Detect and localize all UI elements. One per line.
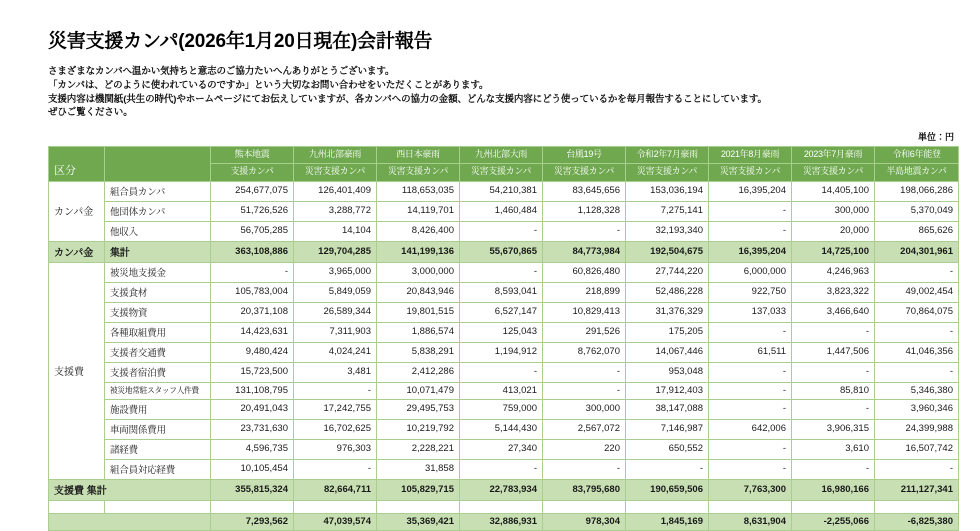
row-value-4: 291,526 <box>543 322 626 342</box>
row-value-5: 650,552 <box>626 439 709 459</box>
section-total-value-1: 82,664,711 <box>294 479 377 500</box>
row-value-6: - <box>709 399 792 419</box>
table-body <box>49 181 959 530</box>
row-value-2: 10,219,792 <box>377 419 460 439</box>
row-value-1: 17,242,755 <box>294 399 377 419</box>
row-item-label: 被災地常駐スタッフ人件費 <box>105 382 211 399</box>
row-value-7: - <box>792 362 875 382</box>
row-item-label: 他団体カンパ <box>105 201 211 221</box>
row-value-3: 125,043 <box>460 322 543 342</box>
header-col-1-line1: 九州北部豪雨 <box>294 147 377 164</box>
table-row <box>49 322 959 342</box>
header-col-3-line2: 災害支援カンパ <box>460 164 543 181</box>
header-col-7-line1: 2023年7月豪雨 <box>792 147 875 164</box>
row-value-8: 5,346,380 <box>875 382 959 399</box>
row-value-0: 10,105,454 <box>211 459 294 479</box>
row-value-3: - <box>460 362 543 382</box>
header-col-8-line1: 令和6年能登 <box>875 147 959 164</box>
row-item-label: 被災地支援金 <box>105 262 211 282</box>
spacer-cell <box>709 500 792 513</box>
section-total-value-6: 16,395,204 <box>709 241 792 262</box>
row-value-0: 131,108,795 <box>211 382 294 399</box>
row-value-1: 3,481 <box>294 362 377 382</box>
row-value-5: 31,376,329 <box>626 302 709 322</box>
section-total-value-4: 83,795,680 <box>543 479 626 500</box>
row-value-5: 7,146,987 <box>626 419 709 439</box>
row-value-2: 2,228,221 <box>377 439 460 459</box>
balance-value-3: 32,886,931 <box>460 513 543 530</box>
row-value-3: 27,340 <box>460 439 543 459</box>
balance-value-4: 978,304 <box>543 513 626 530</box>
row-value-4: - <box>543 221 626 241</box>
row-value-4: 1,128,328 <box>543 201 626 221</box>
section-total-value-5: 192,504,675 <box>626 241 709 262</box>
row-value-7: 4,246,963 <box>792 262 875 282</box>
section-total-value-0: 363,108,886 <box>211 241 294 262</box>
balance-value-7: -2,255,066 <box>792 513 875 530</box>
row-value-6: - <box>709 382 792 399</box>
balance-row <box>49 513 959 530</box>
header-col-0-line2: 支援カンパ <box>211 164 294 181</box>
section-total-label: 支援費 集計 <box>49 479 211 500</box>
row-value-0: 4,596,735 <box>211 439 294 459</box>
table-row <box>49 342 959 362</box>
spacer-cell <box>460 500 543 513</box>
table-row <box>49 382 959 399</box>
row-value-7: 3,823,322 <box>792 282 875 302</box>
row-item-label: 他収入 <box>105 221 211 241</box>
row-value-5: - <box>626 459 709 479</box>
table-row <box>49 181 959 201</box>
header-col-7-line2: 災害支援カンパ <box>792 164 875 181</box>
table-row <box>49 459 959 479</box>
row-value-3: - <box>460 459 543 479</box>
row-value-7: 20,000 <box>792 221 875 241</box>
row-value-7: - <box>792 399 875 419</box>
row-value-2: 8,426,400 <box>377 221 460 241</box>
row-value-8: 198,066,286 <box>875 181 959 201</box>
row-value-0: 105,783,004 <box>211 282 294 302</box>
row-value-7: 3,610 <box>792 439 875 459</box>
table-header <box>49 147 959 182</box>
section-total-row <box>49 479 959 500</box>
row-value-0: 23,731,630 <box>211 419 294 439</box>
row-value-2: 3,000,000 <box>377 262 460 282</box>
row-value-7: 85,810 <box>792 382 875 399</box>
row-value-3: 413,021 <box>460 382 543 399</box>
row-value-8: 5,370,049 <box>875 201 959 221</box>
row-value-1: 5,849,059 <box>294 282 377 302</box>
row-value-3: - <box>460 221 543 241</box>
row-value-0: 20,491,043 <box>211 399 294 419</box>
row-value-4: - <box>543 362 626 382</box>
balance-value-1: 47,039,574 <box>294 513 377 530</box>
row-value-6: - <box>709 362 792 382</box>
row-value-2: 5,838,291 <box>377 342 460 362</box>
row-value-3: 759,000 <box>460 399 543 419</box>
row-value-5: 52,486,228 <box>626 282 709 302</box>
header-col-3-line1: 九州北部大雨 <box>460 147 543 164</box>
header-col-0-line1: 熊本地震 <box>211 147 294 164</box>
row-value-3: 5,144,430 <box>460 419 543 439</box>
row-item-label: 支援者宿泊費 <box>105 362 211 382</box>
row-value-4: 218,899 <box>543 282 626 302</box>
spacer-row <box>49 500 959 513</box>
row-value-4: - <box>543 382 626 399</box>
row-value-2: 10,071,479 <box>377 382 460 399</box>
row-value-6: - <box>709 459 792 479</box>
intro-line-4: ぜひご覧ください。 <box>48 107 133 119</box>
row-value-8: 41,046,356 <box>875 342 959 362</box>
section-total-value-1: 129,704,285 <box>294 241 377 262</box>
row-value-1: 976,303 <box>294 439 377 459</box>
header-col-6-line2: 災害支援カンパ <box>709 164 792 181</box>
header-col-2-line2: 災害支援カンパ <box>377 164 460 181</box>
section-total-value-2: 141,199,136 <box>377 241 460 262</box>
row-value-4: 2,567,072 <box>543 419 626 439</box>
row-value-1: - <box>294 459 377 479</box>
row-value-2: 31,858 <box>377 459 460 479</box>
row-value-6: 137,033 <box>709 302 792 322</box>
row-value-0: 15,723,500 <box>211 362 294 382</box>
section-total-value-0: 355,815,324 <box>211 479 294 500</box>
row-value-7: 1,447,506 <box>792 342 875 362</box>
section-total-value-8: 211,127,341 <box>875 479 959 500</box>
spacer-cell <box>294 500 377 513</box>
row-value-3: 1,194,912 <box>460 342 543 362</box>
row-value-0: 254,677,075 <box>211 181 294 201</box>
row-value-5: 17,912,403 <box>626 382 709 399</box>
table-row <box>49 201 959 221</box>
balance-value-2: 35,369,421 <box>377 513 460 530</box>
header-row-1 <box>49 147 959 164</box>
table-row <box>49 419 959 439</box>
section-total-value-6: 7,763,300 <box>709 479 792 500</box>
row-value-7: - <box>792 459 875 479</box>
spacer-cell <box>543 500 626 513</box>
table-row <box>49 362 959 382</box>
row-value-4: 220 <box>543 439 626 459</box>
intro-line-3: 支援内容は機関紙(共生の時代)やホームページにてお伝えしていますが、各カンパへの協力の金額、どんな支援内容にどう使っているかを毎月報告することにしています。 <box>48 93 767 105</box>
row-item-label: 諸経費 <box>105 439 211 459</box>
spacer-cell <box>49 500 105 513</box>
row-value-8: - <box>875 459 959 479</box>
row-value-7: 14,405,100 <box>792 181 875 201</box>
row-value-6: 922,750 <box>709 282 792 302</box>
intro-line-1: さまざまなカンパへ温かい気持ちと意志のご協力たいへんありがとうございます。 <box>48 66 395 77</box>
balance-value-6: 8,631,904 <box>709 513 792 530</box>
row-value-1: 7,311,903 <box>294 322 377 342</box>
table-row <box>49 439 959 459</box>
row-value-6: - <box>709 322 792 342</box>
row-value-1: 14,104 <box>294 221 377 241</box>
section-total-value-8: 204,301,961 <box>875 241 959 262</box>
balance-value-8: -6,825,380 <box>875 513 959 530</box>
section-total-category: カンパ金 <box>49 241 105 262</box>
row-value-1: 126,401,409 <box>294 181 377 201</box>
header-col-2-line1: 西日本豪雨 <box>377 147 460 164</box>
row-value-0: 9,480,424 <box>211 342 294 362</box>
row-value-4: - <box>543 459 626 479</box>
row-value-2: 2,412,286 <box>377 362 460 382</box>
row-value-4: 8,762,070 <box>543 342 626 362</box>
row-value-7: 300,000 <box>792 201 875 221</box>
header-item <box>105 147 211 182</box>
row-value-5: 14,067,446 <box>626 342 709 362</box>
row-value-8: 70,864,075 <box>875 302 959 322</box>
section-total-value-7: 14,725,100 <box>792 241 875 262</box>
spacer-cell <box>377 500 460 513</box>
spacer-cell <box>875 500 959 513</box>
row-value-2: 29,495,753 <box>377 399 460 419</box>
section-total-row <box>49 241 959 262</box>
row-value-3: 1,460,484 <box>460 201 543 221</box>
row-value-1: - <box>294 382 377 399</box>
table-row <box>49 262 959 282</box>
section-total-value-3: 22,783,934 <box>460 479 543 500</box>
row-value-6: - <box>709 221 792 241</box>
row-value-0: 14,423,631 <box>211 322 294 342</box>
table-row <box>49 302 959 322</box>
section-total-value-3: 55,670,865 <box>460 241 543 262</box>
row-value-6: 642,006 <box>709 419 792 439</box>
header-kubun: 区分 <box>49 147 105 182</box>
row-value-0: 20,371,108 <box>211 302 294 322</box>
section-total-value-4: 84,773,984 <box>543 241 626 262</box>
row-value-7: 3,906,315 <box>792 419 875 439</box>
spacer-cell <box>792 500 875 513</box>
row-value-6: - <box>709 201 792 221</box>
category-label: カンパ金 <box>49 181 105 241</box>
row-value-8: - <box>875 322 959 342</box>
header-col-4-line2: 災害支援カンパ <box>543 164 626 181</box>
row-item-label: 支援物資 <box>105 302 211 322</box>
row-value-5: 153,036,194 <box>626 181 709 201</box>
row-value-0: - <box>211 262 294 282</box>
header-col-5-line1: 令和2年7月豪雨 <box>626 147 709 164</box>
row-item-label: 組合員カンパ <box>105 181 211 201</box>
row-value-4: 60,826,480 <box>543 262 626 282</box>
unit-note: 単位：円 <box>917 132 954 143</box>
balance-value-5: 1,845,169 <box>626 513 709 530</box>
balance-label <box>49 513 211 530</box>
row-value-1: 4,024,241 <box>294 342 377 362</box>
spacer-cell <box>626 500 709 513</box>
row-value-8: - <box>875 262 959 282</box>
header-col-1-line2: 災害支援カンパ <box>294 164 377 181</box>
row-value-3: 6,527,147 <box>460 302 543 322</box>
row-value-5: 27,744,220 <box>626 262 709 282</box>
row-value-2: 1,886,574 <box>377 322 460 342</box>
row-value-4: 300,000 <box>543 399 626 419</box>
row-value-7: 3,466,640 <box>792 302 875 322</box>
table-row <box>49 399 959 419</box>
intro-line-2: 「カンパは、どのように使われているのですか」という大切なお問い合わせをいただくことがあります。 <box>48 79 489 91</box>
balance-value-0: 7,293,562 <box>211 513 294 530</box>
intro-text <box>48 65 958 120</box>
section-total-value-7: 16,980,166 <box>792 479 875 500</box>
row-value-4: 83,645,656 <box>543 181 626 201</box>
row-value-1: 26,589,344 <box>294 302 377 322</box>
row-value-1: 3,288,772 <box>294 201 377 221</box>
row-value-6: 6,000,000 <box>709 262 792 282</box>
row-value-2: 20,843,946 <box>377 282 460 302</box>
row-item-label: 車両関係費用 <box>105 419 211 439</box>
page-title: 災害支援カンパ(2026年1月20日現在)会計報告 <box>48 31 433 52</box>
row-item-label: 支援食材 <box>105 282 211 302</box>
row-value-3: 54,210,381 <box>460 181 543 201</box>
row-value-5: 175,205 <box>626 322 709 342</box>
row-value-0: 56,705,285 <box>211 221 294 241</box>
row-value-1: 16,702,625 <box>294 419 377 439</box>
row-value-8: 865,626 <box>875 221 959 241</box>
section-total-label: 集計 <box>105 241 211 262</box>
table-row <box>49 221 959 241</box>
header-col-5-line2: 災害支援カンパ <box>626 164 709 181</box>
row-item-label: 支援者交通費 <box>105 342 211 362</box>
section-total-value-2: 105,829,715 <box>377 479 460 500</box>
row-value-8: - <box>875 362 959 382</box>
row-value-8: 49,002,454 <box>875 282 959 302</box>
spacer-cell <box>105 500 211 513</box>
row-value-5: 7,275,141 <box>626 201 709 221</box>
row-value-8: 3,960,346 <box>875 399 959 419</box>
row-value-3: 8,593,041 <box>460 282 543 302</box>
spacer-cell <box>211 500 294 513</box>
header-col-8-line2: 半島地震カンパ <box>875 164 959 181</box>
row-value-5: 32,193,340 <box>626 221 709 241</box>
row-value-2: 14,119,701 <box>377 201 460 221</box>
row-value-3: - <box>460 262 543 282</box>
header-col-6-line1: 2021年8月豪雨 <box>709 147 792 164</box>
row-value-1: 3,965,000 <box>294 262 377 282</box>
row-value-7: - <box>792 322 875 342</box>
category-label: 支援費 <box>49 262 105 479</box>
row-value-5: 953,048 <box>626 362 709 382</box>
row-value-2: 118,653,035 <box>377 181 460 201</box>
accounting-table <box>48 146 959 531</box>
header-col-4-line1: 台風19号 <box>543 147 626 164</box>
table-row <box>49 282 959 302</box>
section-total-value-5: 190,659,506 <box>626 479 709 500</box>
row-item-label: 各種取組費用 <box>105 322 211 342</box>
row-item-label: 施設費用 <box>105 399 211 419</box>
row-value-6: 16,395,204 <box>709 181 792 201</box>
row-value-5: 38,147,088 <box>626 399 709 419</box>
row-value-8: 16,507,742 <box>875 439 959 459</box>
row-value-4: 10,829,413 <box>543 302 626 322</box>
row-value-2: 19,801,515 <box>377 302 460 322</box>
row-value-6: - <box>709 439 792 459</box>
row-value-6: 61,511 <box>709 342 792 362</box>
row-value-0: 51,726,526 <box>211 201 294 221</box>
row-value-8: 24,399,988 <box>875 419 959 439</box>
row-item-label: 組合員対応経費 <box>105 459 211 479</box>
